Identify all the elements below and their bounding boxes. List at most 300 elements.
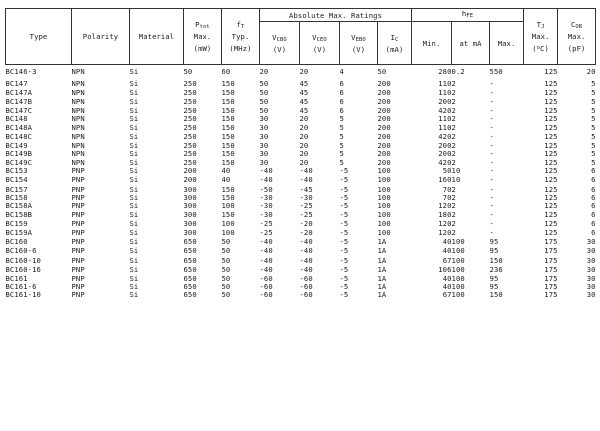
cell-ft: 150 [221, 88, 235, 98]
cell-vceo: -25 [299, 202, 313, 211]
cell-material: Si [129, 67, 139, 77]
cell-ptot: 250 [183, 123, 197, 132]
cell-hfe-min: 67 [442, 291, 452, 300]
cell-vceo: 20 [299, 123, 309, 132]
cell-ic: 200 [377, 80, 391, 88]
cell-hfe-at-ma: 2 [451, 106, 456, 115]
cell-ft: 50 [221, 274, 231, 283]
cell-hfe-max: - [489, 185, 494, 194]
cell-ptot: 250 [183, 106, 197, 115]
cell-polarity: NPN [71, 115, 85, 124]
cell-ft: 50 [221, 282, 231, 291]
cell-hfe-min: 110 [438, 88, 452, 98]
cell-ic: 1A [377, 291, 387, 300]
cell-hfe-max: 550 [489, 67, 503, 77]
cell-ptot: 300 [183, 194, 197, 203]
cell-hfe-max: - [489, 98, 494, 107]
cell-type: BC159 [5, 219, 28, 229]
cell-ft: 150 [221, 98, 235, 107]
cell-material: Si [129, 291, 139, 300]
cell-type: BC149C [5, 158, 33, 167]
cell-vebo: 6 [339, 80, 344, 88]
cell-hfe-at-ma: 100 [451, 291, 465, 300]
cell-ptot: 250 [183, 98, 197, 107]
cell-hfe-max: - [489, 210, 494, 219]
cell-hfe-max: 95 [489, 282, 499, 291]
cell-hfe-min: 40 [442, 282, 452, 291]
cell-vcbo: -40 [259, 175, 273, 185]
header-ptot: Ptot Max. (mW) [184, 9, 222, 65]
cell-ic: 100 [377, 229, 391, 238]
cell-hfe-max: - [489, 175, 494, 185]
table-row [6, 291, 596, 299]
cell-material: Si [129, 175, 139, 185]
cell-ic: 100 [377, 185, 391, 194]
cell-vceo: -45 [299, 185, 313, 194]
cell-vebo: 6 [339, 88, 344, 98]
table-row [6, 275, 596, 283]
table-row [6, 132, 596, 142]
cell-hfe-min: 200 [438, 142, 452, 151]
cell-type: BC161-10 [5, 291, 41, 300]
cell-material: Si [129, 98, 139, 107]
cell-material: Si [129, 132, 139, 141]
cell-vceo: 20 [299, 150, 309, 159]
cell-vcbo: 30 [259, 123, 269, 132]
cell-type: BC148 [5, 115, 28, 124]
cell-hfe-at-ma: 10 [451, 167, 461, 176]
cell-hfe-max: 236 [489, 266, 503, 275]
cell-ptot: 300 [183, 210, 197, 219]
cell-type: BC148A [5, 123, 33, 132]
cell-hfe-at-ma: 2 [451, 202, 456, 211]
cell-vcbo: -30 [259, 202, 273, 211]
cell-vcbo: -40 [259, 266, 273, 275]
cell-hfe-max: 95 [489, 246, 499, 255]
cell-vebo: 6 [339, 98, 344, 107]
cell-hfe-min: 40 [442, 237, 452, 246]
cell-type: BC160 [5, 237, 28, 246]
cell-tj: 125 [544, 175, 558, 185]
cell-ft: 100 [221, 219, 235, 229]
cell-vceo: -30 [299, 194, 313, 203]
cell-vceo: 45 [299, 106, 309, 115]
cell-cob: 5 [591, 115, 596, 124]
cell-ft: 150 [221, 210, 235, 219]
cell-ptot: 250 [183, 88, 197, 98]
cell-tj: 125 [544, 106, 558, 115]
cell-hfe-max: 150 [489, 256, 503, 265]
cell-ic: 200 [377, 142, 391, 151]
cell-tj: 175 [544, 274, 558, 283]
cell-type: BC160-10 [5, 256, 41, 265]
cell-hfe-min: 50 [442, 167, 452, 176]
cell-vcbo: -30 [259, 210, 273, 219]
cell-hfe-max: - [489, 150, 494, 159]
cell-type: BC153 [5, 167, 28, 176]
cell-hfe-at-ma: 2 [451, 185, 456, 194]
cell-polarity: PNP [71, 202, 85, 211]
table-row [6, 246, 596, 256]
cell-vcbo: -60 [259, 274, 273, 283]
cell-hfe-at-ma: 100 [451, 282, 465, 291]
cell-tj: 125 [544, 123, 558, 132]
cell-ft: 150 [221, 142, 235, 151]
cell-tj: 125 [544, 194, 558, 203]
cell-hfe-max: - [489, 167, 494, 176]
cell-ft: 40 [221, 175, 231, 185]
cell-hfe-min: 180 [438, 210, 452, 219]
cell-hfe-at-ma: 2 [451, 158, 456, 167]
cell-material: Si [129, 237, 139, 246]
cell-ptot: 250 [183, 132, 197, 141]
cell-ptot: 650 [183, 237, 197, 246]
cell-polarity: PNP [71, 266, 85, 275]
cell-hfe-max: - [489, 115, 494, 124]
cell-ft: 50 [221, 291, 231, 300]
cell-vebo: -5 [339, 167, 349, 176]
cell-cob: 6 [591, 185, 596, 194]
cell-material: Si [129, 88, 139, 98]
cell-ic: 1A [377, 274, 387, 283]
header-absolute-max-ratings: Absolute Max. Ratings [260, 9, 412, 22]
cell-ft: 150 [221, 194, 235, 203]
cell-ft: 150 [221, 185, 235, 194]
cell-type: BC147 [5, 80, 28, 88]
cell-vebo: -5 [339, 175, 349, 185]
cell-vebo: 5 [339, 158, 344, 167]
cell-vebo: -5 [339, 282, 349, 291]
table-row [6, 80, 596, 88]
table-row [6, 176, 596, 186]
cell-vcbo: 50 [259, 106, 269, 115]
cell-hfe-max: - [489, 132, 494, 141]
cell-tj: 125 [544, 132, 558, 141]
cell-type: BC158 [5, 194, 28, 203]
cell-ptot: 300 [183, 219, 197, 229]
header-vcbo: VCBO (V) [260, 22, 300, 65]
cell-ft: 150 [221, 150, 235, 159]
cell-polarity: PNP [71, 185, 85, 194]
cell-tj: 125 [544, 98, 558, 107]
cell-ic: 200 [377, 115, 391, 124]
cell-hfe-max: - [489, 80, 494, 88]
cell-polarity: NPN [71, 158, 85, 167]
header-cob: COB Max. (pF) [558, 9, 596, 65]
cell-polarity: NPN [71, 80, 85, 88]
cell-ft: 50 [221, 237, 231, 246]
cell-cob: 5 [591, 150, 596, 159]
cell-material: Si [129, 158, 139, 167]
cell-hfe-min: 280 [438, 67, 452, 77]
cell-tj: 125 [544, 80, 558, 88]
cell-vceo: -40 [299, 237, 313, 246]
cell-tj: 125 [544, 88, 558, 98]
cell-tj: 175 [544, 266, 558, 275]
cell-ptot: 300 [183, 185, 197, 194]
cell-ft: 60 [221, 67, 231, 77]
cell-hfe-at-ma: 10 [451, 175, 461, 185]
cell-vebo: 5 [339, 132, 344, 141]
cell-vceo: -40 [299, 246, 313, 255]
cell-polarity: NPN [71, 132, 85, 141]
table-row [6, 124, 596, 132]
cell-ic: 100 [377, 202, 391, 211]
cell-hfe-at-ma: 100 [451, 274, 465, 283]
table-row [6, 159, 596, 167]
cell-type: BC146-3 [5, 67, 37, 77]
cell-material: Si [129, 246, 139, 255]
cell-cob: 30 [586, 291, 596, 300]
cell-hfe-min: 200 [438, 150, 452, 159]
cell-polarity: PNP [71, 274, 85, 283]
cell-polarity: PNP [71, 229, 85, 238]
cell-hfe-at-ma: 100 [451, 237, 465, 246]
cell-polarity: NPN [71, 123, 85, 132]
header-polarity: Polarity [72, 9, 130, 65]
transistor-spec-table [5, 8, 596, 300]
cell-cob: 30 [586, 237, 596, 246]
cell-tj: 125 [544, 229, 558, 238]
cell-vcbo: -25 [259, 229, 273, 238]
cell-hfe-max: - [489, 202, 494, 211]
cell-cob: 5 [591, 88, 596, 98]
table-row [6, 98, 596, 106]
table-row [6, 266, 596, 274]
cell-ic: 100 [377, 167, 391, 176]
cell-polarity: PNP [71, 219, 85, 229]
cell-vceo: 20 [299, 67, 309, 77]
cell-vcbo: 20 [259, 67, 269, 77]
cell-polarity: NPN [71, 106, 85, 115]
table-row [6, 229, 596, 237]
cell-hfe-max: 95 [489, 237, 499, 246]
cell-tj: 175 [544, 291, 558, 300]
header-hfe-max: Max. [490, 22, 524, 65]
table-row [6, 167, 596, 175]
table-row [6, 194, 596, 202]
cell-polarity: PNP [71, 167, 85, 176]
cell-vebo: 5 [339, 150, 344, 159]
cell-vceo: -20 [299, 219, 313, 229]
cell-hfe-at-ma: 2 [451, 229, 456, 238]
cell-ic: 1A [377, 282, 387, 291]
cell-cob: 6 [591, 210, 596, 219]
cell-tj: 125 [544, 150, 558, 159]
cell-vceo: -40 [299, 175, 313, 185]
cell-hfe-min: 70 [442, 194, 452, 203]
cell-vebo: 5 [339, 142, 344, 151]
cell-vceo: -25 [299, 210, 313, 219]
cell-polarity: PNP [71, 256, 85, 265]
cell-vebo: -5 [339, 274, 349, 283]
cell-hfe-min: 120 [438, 219, 452, 229]
cell-ft: 50 [221, 256, 231, 265]
cell-vebo: 5 [339, 115, 344, 124]
cell-polarity: PNP [71, 237, 85, 246]
cell-vceo: 45 [299, 98, 309, 107]
cell-material: Si [129, 80, 139, 88]
cell-vebo: 5 [339, 123, 344, 132]
header-type: Type [6, 9, 72, 65]
cell-hfe-at-ma: 2 [451, 88, 456, 98]
cell-vebo: -5 [339, 210, 349, 219]
cell-tj: 175 [544, 256, 558, 265]
cell-hfe-min: 40 [442, 246, 452, 255]
cell-type: BC160-6 [5, 246, 37, 255]
cell-ic: 200 [377, 132, 391, 141]
cell-ft: 100 [221, 229, 235, 238]
cell-hfe-max: - [489, 106, 494, 115]
cell-polarity: PNP [71, 291, 85, 300]
cell-ic: 1A [377, 246, 387, 255]
cell-material: Si [129, 282, 139, 291]
cell-hfe-min: 420 [438, 132, 452, 141]
table-row [6, 186, 596, 194]
cell-tj: 175 [544, 282, 558, 291]
cell-ic: 1A [377, 266, 387, 275]
cell-vceo: 20 [299, 132, 309, 141]
header-hfe-at-ma: at mA [452, 22, 490, 65]
cell-ft: 50 [221, 246, 231, 255]
table-row [6, 115, 596, 123]
cell-vebo: -5 [339, 185, 349, 194]
cell-ic: 100 [377, 194, 391, 203]
cell-cob: 6 [591, 175, 596, 185]
cell-ic: 200 [377, 106, 391, 115]
cell-tj: 175 [544, 246, 558, 255]
cell-polarity: PNP [71, 194, 85, 203]
cell-hfe-at-ma: 2 [451, 123, 456, 132]
cell-ft: 150 [221, 115, 235, 124]
cell-ft: 150 [221, 80, 235, 88]
cell-hfe-at-ma: 100 [451, 266, 465, 275]
cell-hfe-at-ma: 2 [451, 98, 456, 107]
cell-hfe-min: 70 [442, 185, 452, 194]
cell-vceo: -40 [299, 256, 313, 265]
header-ic: IC (mA) [378, 22, 412, 65]
cell-cob: 30 [586, 266, 596, 275]
cell-vceo: 45 [299, 88, 309, 98]
cell-hfe-at-ma: 0.2 [451, 67, 465, 77]
cell-vcbo: 30 [259, 158, 269, 167]
cell-ptot: 200 [183, 175, 197, 185]
cell-ic: 200 [377, 98, 391, 107]
cell-hfe-max: - [489, 123, 494, 132]
cell-polarity: NPN [71, 98, 85, 107]
cell-hfe-at-ma: 2 [451, 194, 456, 203]
cell-tj: 125 [544, 202, 558, 211]
cell-ic: 200 [377, 88, 391, 98]
cell-vceo: -40 [299, 266, 313, 275]
table-row [6, 211, 596, 219]
cell-polarity: NPN [71, 142, 85, 151]
cell-vceo: -20 [299, 229, 313, 238]
cell-type: BC161 [5, 274, 28, 283]
table-row [6, 107, 596, 115]
cell-type: BC154 [5, 175, 28, 185]
cell-tj: 125 [544, 142, 558, 151]
cell-cob: 30 [586, 274, 596, 283]
cell-vcbo: 50 [259, 80, 269, 88]
cell-hfe-max: 95 [489, 274, 499, 283]
table-row [6, 238, 596, 246]
table-row [6, 142, 596, 150]
cell-polarity: PNP [71, 175, 85, 185]
cell-material: Si [129, 194, 139, 203]
cell-material: Si [129, 150, 139, 159]
cell-hfe-min: 160 [438, 175, 452, 185]
cell-ptot: 200 [183, 167, 197, 176]
cell-type: BC147B [5, 98, 33, 107]
header-vebo: VEBO (V) [340, 22, 378, 65]
cell-vceo: 20 [299, 115, 309, 124]
cell-polarity: PNP [71, 246, 85, 255]
cell-cob: 5 [591, 106, 596, 115]
table-body [6, 65, 596, 300]
cell-vebo: -5 [339, 256, 349, 265]
cell-ic: 200 [377, 158, 391, 167]
cell-hfe-min: 110 [438, 115, 452, 124]
cell-vcbo: -60 [259, 291, 273, 300]
cell-hfe-at-ma: 2 [451, 80, 456, 88]
cell-material: Si [129, 185, 139, 194]
cell-tj: 125 [544, 158, 558, 167]
cell-vcbo: -30 [259, 194, 273, 203]
header-vceo: VCEO (V) [300, 22, 340, 65]
cell-hfe-min: 67 [442, 256, 452, 265]
cell-material: Si [129, 115, 139, 124]
cell-hfe-max: - [489, 88, 494, 98]
header-ft: fT Typ. (MHz) [222, 9, 260, 65]
cell-ptot: 300 [183, 229, 197, 238]
cell-ptot: 250 [183, 80, 197, 88]
cell-cob: 5 [591, 123, 596, 132]
cell-cob: 5 [591, 158, 596, 167]
cell-vebo: -5 [339, 229, 349, 238]
cell-cob: 6 [591, 167, 596, 176]
cell-hfe-min: 120 [438, 202, 452, 211]
cell-tj: 125 [544, 115, 558, 124]
cell-material: Si [129, 219, 139, 229]
cell-cob: 5 [591, 132, 596, 141]
cell-ic: 50 [377, 67, 387, 77]
cell-type: BC149B [5, 150, 33, 159]
cell-type: BC158A [5, 202, 33, 211]
cell-ptot: 650 [183, 256, 197, 265]
table-header [6, 9, 596, 65]
cell-vcbo: -40 [259, 167, 273, 176]
cell-ft: 40 [221, 167, 231, 176]
cell-hfe-max: - [489, 229, 494, 238]
cell-material: Si [129, 229, 139, 238]
cell-type: BC157 [5, 185, 28, 194]
cell-ic: 100 [377, 210, 391, 219]
cell-polarity: NPN [71, 88, 85, 98]
table-row [6, 219, 596, 229]
cell-tj: 125 [544, 167, 558, 176]
cell-material: Si [129, 266, 139, 275]
table-row [6, 256, 596, 266]
cell-ft: 150 [221, 158, 235, 167]
cell-vcbo: -50 [259, 185, 273, 194]
cell-vceo: 20 [299, 142, 309, 151]
cell-ft: 150 [221, 123, 235, 132]
cell-hfe-min: 110 [438, 123, 452, 132]
cell-type: BC158B [5, 210, 33, 219]
cell-ft: 150 [221, 106, 235, 115]
cell-hfe-max: - [489, 142, 494, 151]
